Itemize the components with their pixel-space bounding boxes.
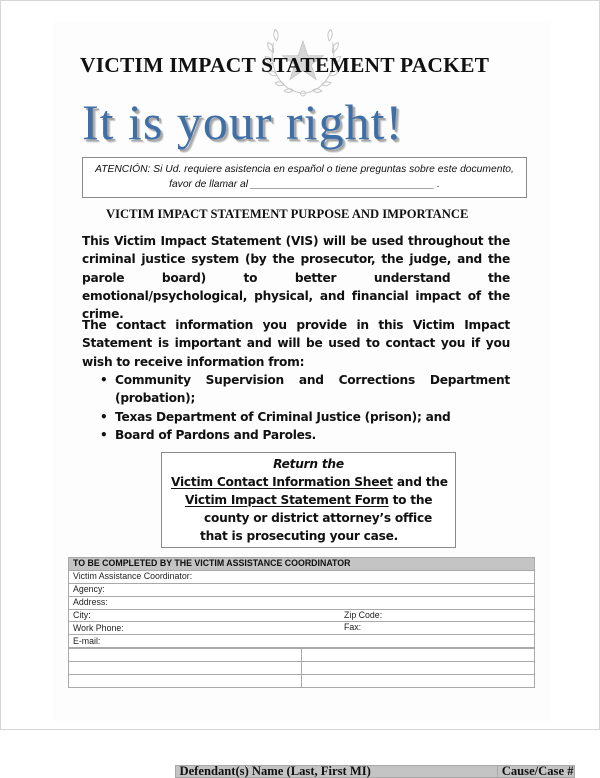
contact-sheet-link[interactable]: Victim Contact Information Sheet: [171, 475, 393, 489]
table-row: [69, 675, 535, 688]
statement-form-link[interactable]: Victim Impact Statement Form: [185, 493, 389, 507]
table-row: [69, 662, 535, 675]
table-row: [69, 649, 535, 662]
purpose-paragraph: This Victim Impact Statement (VIS) will be used throughout the criminal justice system (by the prosecutor, the judge, and the parole board) to better understand the emotional/psychological, physical, and financial impact of the crime.: [82, 232, 510, 323]
case-number-cell[interactable]: [301, 675, 534, 688]
work-phone-field[interactable]: Work Phone:: [73, 623, 124, 633]
city-field[interactable]: City:: [73, 610, 91, 620]
table-row: [69, 596, 535, 609]
fax-field[interactable]: Fax:: [344, 622, 361, 633]
table-row: [69, 570, 535, 583]
defendant-header-row: [175, 765, 575, 778]
case-number-cell[interactable]: [301, 662, 534, 675]
spanish-assistance-notice: [82, 157, 527, 198]
list-item-first-line: Community Supervision and Corrections Department: [115, 371, 510, 389]
notice-line-1: ATENCIÓN: Si Ud. requiere asistencia en español o tiene preguntas sobre este documento,: [83, 162, 526, 177]
list-item: [98, 371, 510, 408]
section-heading: VICTIM IMPACT STATEMENT PURPOSE AND IMPORTANCE: [106, 207, 506, 222]
return-instructions-box: [161, 452, 456, 548]
defendant-name-cell[interactable]: [69, 649, 302, 662]
table-header-row: [69, 558, 535, 571]
case-number-cell[interactable]: [301, 649, 534, 662]
agency-field[interactable]: Agency:: [69, 583, 535, 596]
email-field[interactable]: E-mail:: [69, 635, 535, 648]
table-row: [69, 583, 535, 596]
return-line-3: Victim Impact Statement Form to the: [185, 491, 432, 509]
table-row: [69, 635, 535, 648]
address-field[interactable]: Address:: [69, 596, 535, 609]
agency-list: [98, 371, 510, 444]
return-line-4: county or district attorney’s office: [204, 509, 432, 527]
table-row: [69, 622, 535, 635]
bullet-icon: •: [100, 426, 107, 444]
slogan-heading: It is your right!: [82, 94, 532, 150]
document-title: VICTIM IMPACT STATEMENT PACKET: [80, 53, 520, 78]
zip-code-field[interactable]: Zip Code:: [344, 610, 382, 621]
defendant-name-header: Defendant(s) Name (Last, First MI): [175, 765, 497, 778]
bullet-icon: •: [100, 408, 107, 426]
return-line-1: Return the: [162, 455, 455, 473]
coordinator-name-field[interactable]: Victim Assistance Coordinator:: [69, 570, 535, 583]
notice-line-2: favor de llamar al ________________________________ .: [83, 177, 526, 192]
case-number-header: Cause/Case #: [497, 765, 574, 778]
table-header: TO BE COMPLETED BY THE VICTIM ASSISTANCE COORDINATOR: [69, 558, 535, 571]
bullet-icon: •: [100, 371, 107, 389]
coordinator-table: [68, 557, 535, 688]
list-item: • Texas Department of Criminal Justice (prison); and: [98, 408, 510, 426]
list-item: • Board of Pardons and Paroles.: [98, 426, 510, 444]
return-line-2: Victim Contact Information Sheet and the: [171, 473, 448, 491]
table-row: [69, 609, 535, 622]
defendant-name-cell[interactable]: [69, 675, 302, 688]
city-zip-row: [69, 609, 535, 622]
list-item-continuation: (probation);: [115, 389, 510, 407]
contact-info-paragraph: The contact information you provide in this Victim Impact Statement is important and will be used to contact you if you wish to receive information from:: [82, 316, 510, 371]
defendant-name-cell[interactable]: [69, 662, 302, 675]
phone-fax-row: [69, 622, 535, 635]
return-line-5: that is prosecuting your case.: [200, 527, 398, 545]
